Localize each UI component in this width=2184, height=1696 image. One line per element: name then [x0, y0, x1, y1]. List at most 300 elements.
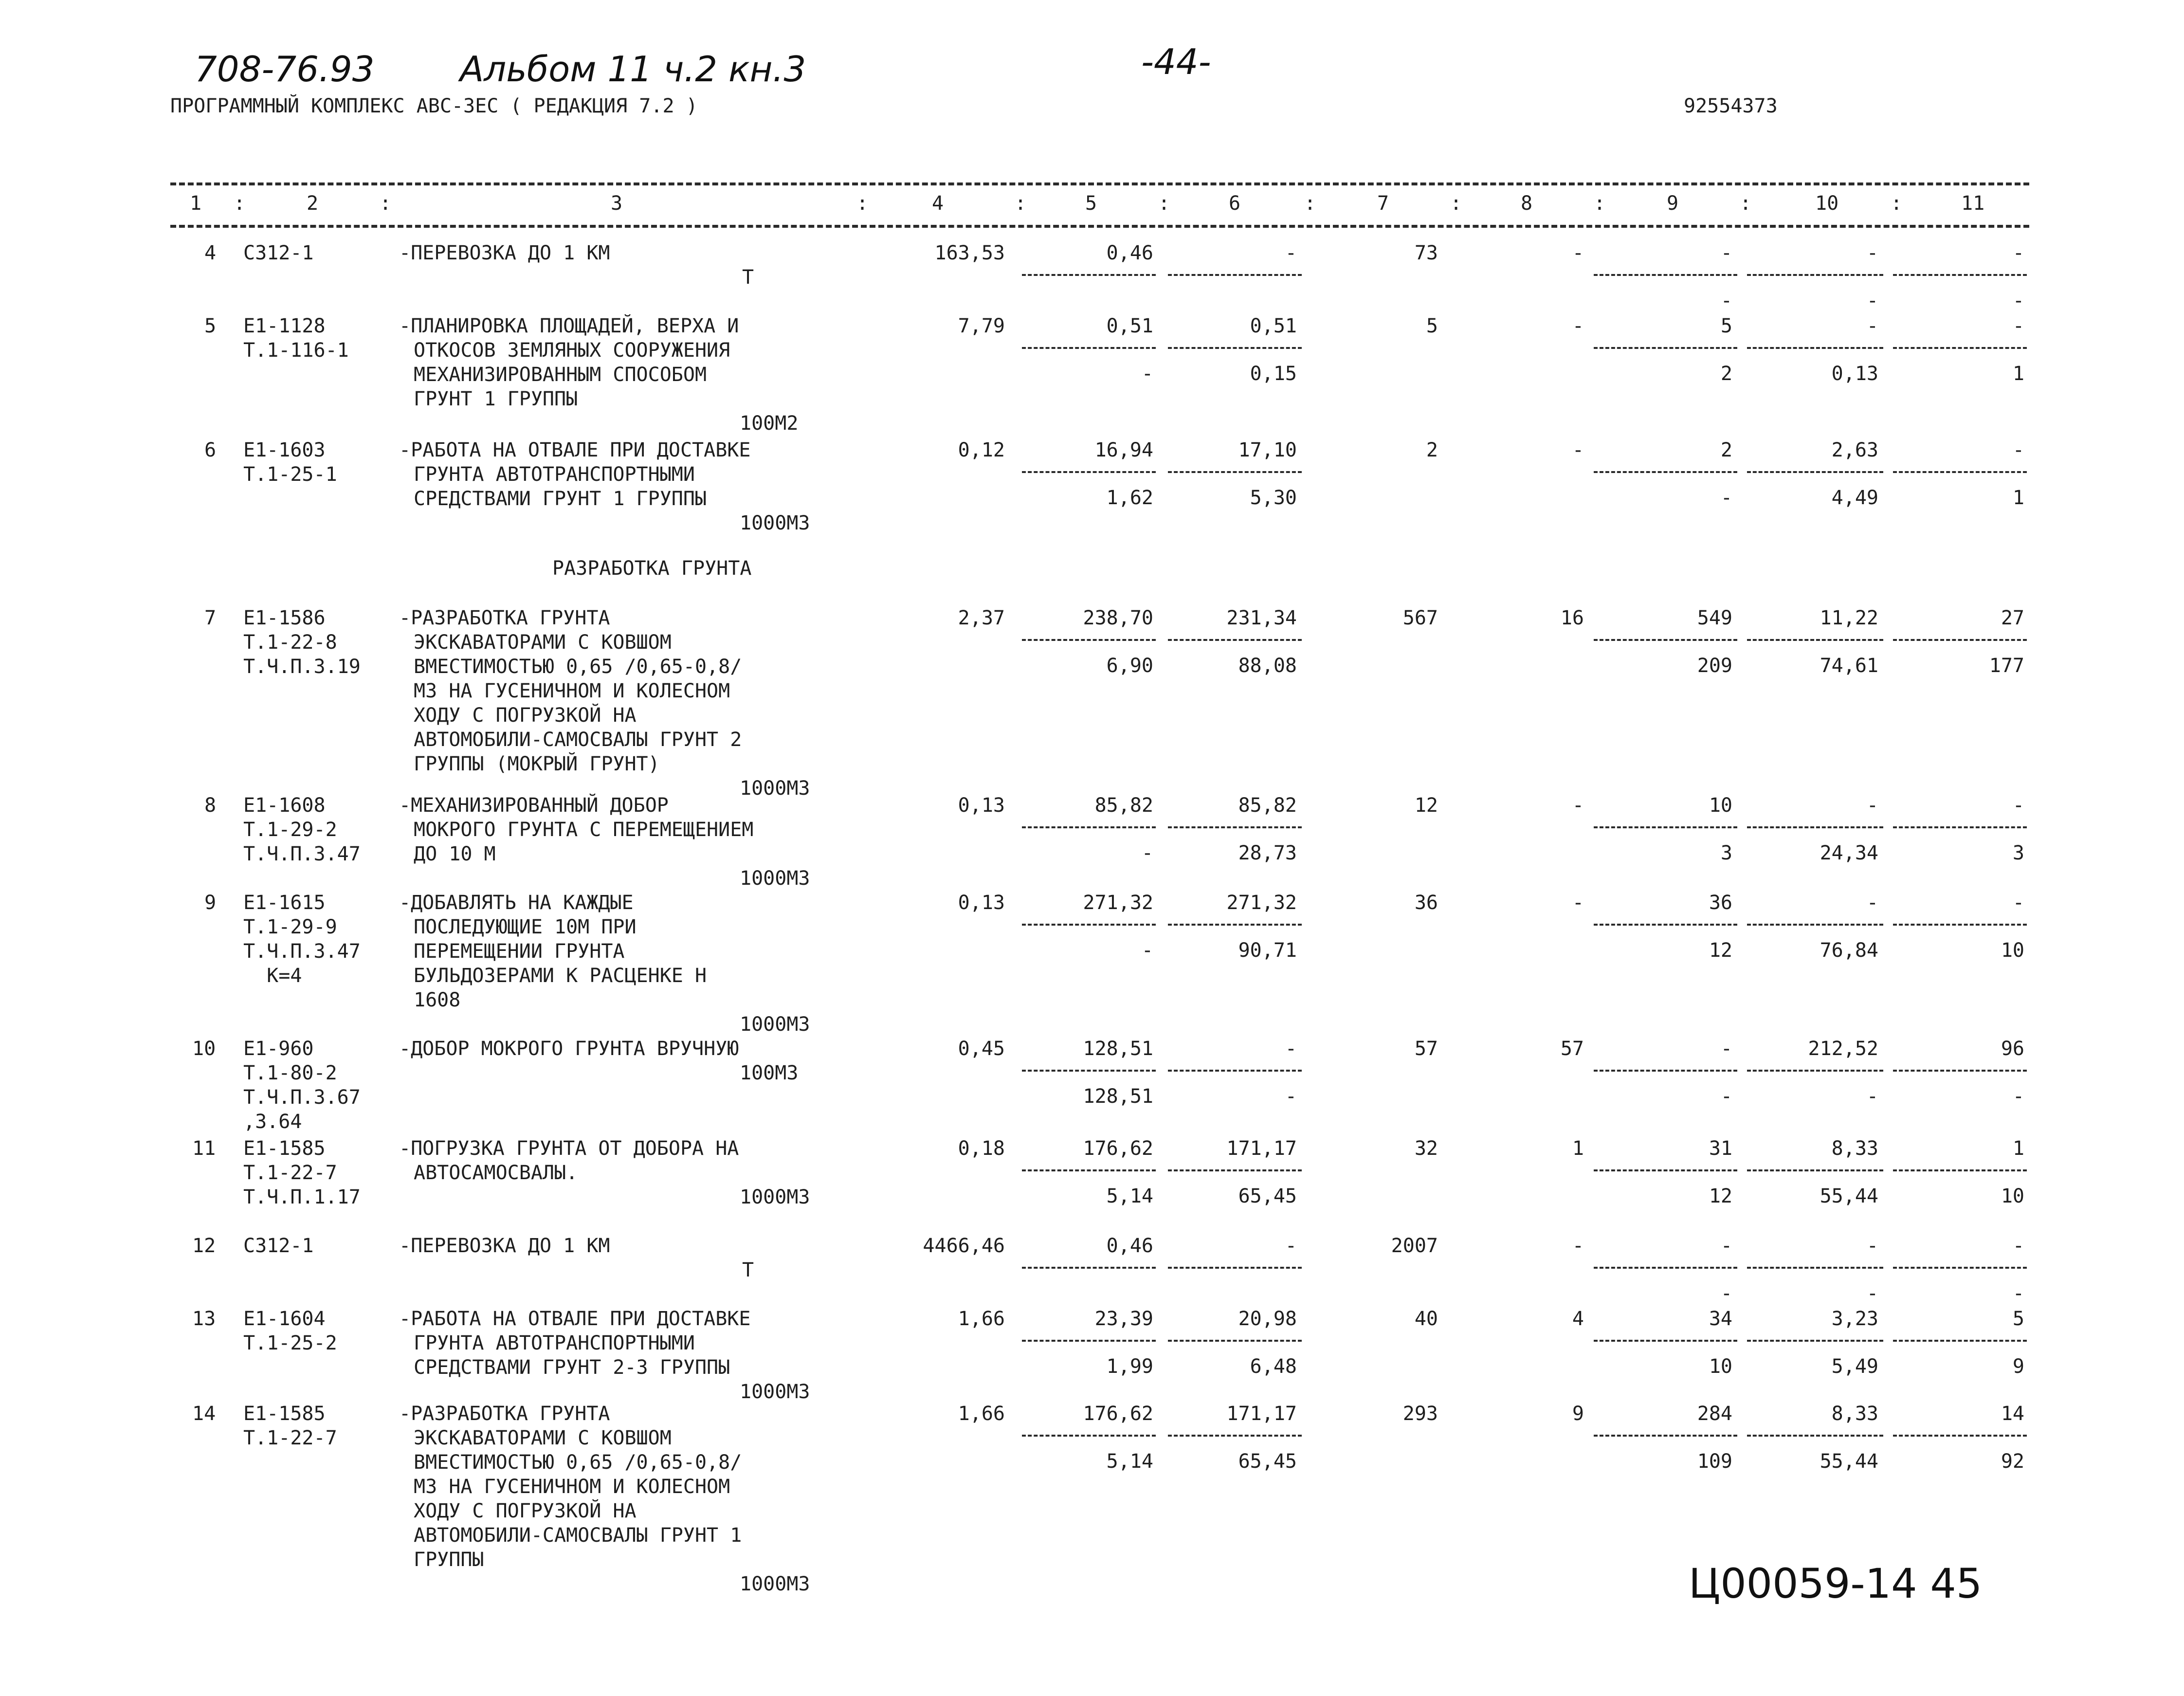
total-cost: 2 [1426, 439, 1438, 461]
column-separator: : [1158, 192, 1170, 215]
rate-code: Е1-1585 [243, 1137, 326, 1160]
quantity: 1,66 [958, 1308, 1005, 1330]
work-description: ПЕРЕМЕЩЕНИИ ГРУНТА [414, 940, 625, 963]
column-header-11: 11 [1961, 192, 1985, 215]
c6-lower: 0,15 [1250, 363, 1297, 385]
subtotal-divider [1022, 274, 1156, 276]
c5-lower: - [1141, 939, 1153, 962]
rate-code: К=4 [243, 965, 302, 987]
subtotal-divider [1168, 274, 1302, 276]
column-separator: : [1740, 192, 1752, 215]
c6-lower: 28,73 [1238, 842, 1297, 864]
unit: 1000М3 [740, 1381, 810, 1403]
c6-lower: - [1285, 1085, 1297, 1108]
unit: 100М3 [740, 1062, 799, 1084]
c9-upper: 284 [1697, 1403, 1732, 1425]
c9-upper: - [1720, 242, 1732, 264]
c6-lower: 65,45 [1238, 1450, 1297, 1473]
c9-upper: 31 [1709, 1137, 1732, 1160]
rate-code: Е1-1586 [243, 607, 326, 629]
unit: 1000М3 [740, 867, 810, 890]
c5-lower: - [1141, 842, 1153, 864]
subtotal-divider [1747, 471, 1883, 473]
total-cost: 293 [1402, 1403, 1438, 1425]
rate-code: С312-1 [243, 1235, 314, 1257]
c5-lower: - [1141, 363, 1153, 385]
subtotal-divider [1747, 826, 1883, 828]
subtotal-divider [1022, 471, 1156, 473]
subtotal-divider [1747, 1435, 1883, 1437]
column-separator: : [1015, 192, 1027, 215]
c6-upper: - [1285, 1038, 1297, 1060]
quantity: 0,13 [958, 794, 1005, 817]
rate-code: Е1-1608 [243, 794, 326, 817]
c10-lower: 4,49 [1831, 487, 1878, 509]
c9-lower: 2 [1720, 363, 1732, 385]
subtotal-divider [1022, 1169, 1156, 1171]
rate-code: Е1-960 [243, 1038, 314, 1060]
subtotal-divider [1168, 924, 1302, 926]
subtotal-divider [1594, 1435, 1737, 1437]
c5-lower: 5,14 [1106, 1185, 1153, 1207]
c5-lower: 6,90 [1106, 655, 1153, 677]
column-header-2: 2 [307, 192, 319, 215]
work-description: ГРУППЫ (МОКРЫЙ ГРУНТ) [414, 753, 660, 775]
c11-upper: 96 [2001, 1038, 2024, 1060]
c11-lower: 10 [2001, 1185, 2024, 1207]
c11-upper: - [2012, 315, 2024, 337]
subtotal-divider [1022, 1070, 1156, 1072]
subtotal-divider [1594, 924, 1737, 926]
unit: 1000М3 [740, 1573, 810, 1595]
subtotal-divider [1022, 1435, 1156, 1437]
wage-cost: 1 [1572, 1137, 1584, 1160]
rate-code: Т.1-116-1 [243, 339, 349, 362]
quantity: 0,13 [958, 892, 1005, 914]
rate-code: Т.1-22-8 [243, 631, 337, 654]
c9-upper: 5 [1720, 315, 1732, 337]
subtotal-divider [1594, 1169, 1737, 1171]
c6-upper: 171,17 [1226, 1403, 1297, 1425]
c6-upper: 0,51 [1250, 315, 1297, 337]
c9-lower: - [1720, 487, 1732, 509]
subtotal-divider [1168, 826, 1302, 828]
column-header-3: 3 [611, 192, 623, 215]
subtotal-divider [1168, 1169, 1302, 1171]
c6-upper: 171,17 [1226, 1137, 1297, 1160]
rate-code: Т.Ч.П.3.47 [243, 940, 361, 963]
c6-upper: 231,34 [1226, 607, 1297, 629]
unit: 100М2 [740, 412, 799, 435]
subtotal-divider [1022, 347, 1156, 349]
c5-upper: 16,94 [1094, 439, 1153, 461]
c5-upper: 271,32 [1083, 892, 1153, 914]
subtotal-divider [1747, 639, 1883, 641]
c11-upper: 1 [2012, 1137, 2024, 1160]
c5-upper: 0,46 [1106, 242, 1153, 264]
work-description: -МЕХАНИЗИРОВАННЫЙ ДОБОР [399, 794, 669, 817]
work-description: ЭКСКАВАТОРАМИ С КОВШОМ [414, 631, 672, 654]
c11-lower: 9 [2012, 1355, 2024, 1378]
subtotal-divider [1594, 347, 1737, 349]
subtotal-divider [1747, 274, 1883, 276]
subtotal-divider [1168, 639, 1302, 641]
c11-upper: - [2012, 439, 2024, 461]
column-header-4: 4 [932, 192, 944, 215]
c10-upper: - [1866, 242, 1878, 264]
header-rule-top [170, 182, 2029, 185]
quantity: 0,45 [958, 1038, 1005, 1060]
rate-code: Е1-1615 [243, 892, 326, 914]
subtotal-divider [1594, 826, 1737, 828]
subtotal-divider [1893, 274, 2027, 276]
handwritten-doc-code: 708-76.93 [195, 49, 375, 90]
subtotal-divider [1022, 1340, 1156, 1342]
c9-lower: 109 [1697, 1450, 1732, 1473]
c11-lower: 3 [2012, 842, 2024, 864]
unit: 1000М3 [740, 512, 810, 534]
subtotal-divider [1168, 1340, 1302, 1342]
c6-upper: 20,98 [1238, 1308, 1297, 1330]
work-description: -РАБОТА НА ОТВАЛЕ ПРИ ДОСТАВКЕ [399, 439, 751, 461]
c11-upper: - [2012, 892, 2024, 914]
work-description: ГРУППЫ [414, 1549, 484, 1571]
quantity: 7,79 [958, 315, 1005, 337]
subtotal-divider [1168, 1070, 1302, 1072]
c9-lower: 10 [1709, 1355, 1732, 1378]
wage-cost: - [1572, 439, 1584, 461]
wage-cost: 9 [1572, 1403, 1584, 1425]
c11-upper: 14 [2001, 1403, 2024, 1425]
c10-upper: - [1866, 794, 1878, 817]
c5-upper: 238,70 [1083, 607, 1153, 629]
work-description: -ПЕРЕВОЗКА ДО 1 КМ [399, 1235, 610, 1257]
wage-cost: - [1572, 892, 1584, 914]
subtotal-divider [1594, 1070, 1737, 1072]
c11-upper: - [2012, 1235, 2024, 1257]
column-separator: : [234, 192, 246, 215]
subtotal-divider [1747, 1070, 1883, 1072]
work-description: МЕХАНИЗИРОВАННЫМ СПОСОБОМ [414, 364, 707, 386]
rate-code: Т.1-25-1 [243, 463, 337, 486]
c10-upper: 8,33 [1831, 1137, 1878, 1160]
c11-lower: 177 [1989, 655, 2024, 677]
c5-upper: 176,62 [1083, 1137, 1153, 1160]
c10-upper: 8,33 [1831, 1403, 1878, 1425]
subtotal-divider [1022, 924, 1156, 926]
work-description: М3 НА ГУСЕНИЧНОМ И КОЛЕСНОМ [414, 680, 730, 702]
subtotal-divider [1893, 826, 2027, 828]
row-number: 13 [192, 1308, 216, 1330]
column-header-1: 1 [190, 192, 202, 215]
total-cost: 57 [1414, 1038, 1438, 1060]
rate-code: Е1-1603 [243, 439, 326, 461]
c10-lower: 55,44 [1820, 1185, 1878, 1207]
wage-cost: 4 [1572, 1308, 1584, 1330]
c11-upper: - [2012, 242, 2024, 264]
work-description: ОТКОСОВ ЗЕМЛЯНЫХ СООРУЖЕНИЯ [414, 339, 730, 362]
rate-code: Т.1-22-7 [243, 1427, 337, 1449]
c9-lower: 12 [1709, 1185, 1732, 1207]
c10-upper: 2,63 [1831, 439, 1878, 461]
c5-upper: 0,46 [1106, 1235, 1153, 1257]
c6-lower: 88,08 [1238, 655, 1297, 677]
rate-code: ,3.64 [243, 1111, 302, 1133]
subtotal-divider [1893, 471, 2027, 473]
subtotal-divider [1747, 1340, 1883, 1342]
work-description: АВТОМОБИЛИ-САМОСВАЛЫ ГРУНТ 1 [414, 1524, 742, 1547]
c6-upper: - [1285, 1235, 1297, 1257]
column-separator: : [856, 192, 869, 215]
c11-upper: 5 [2012, 1308, 2024, 1330]
total-cost: 12 [1414, 794, 1438, 817]
handwritten-page-number: -44- [1141, 41, 1211, 82]
c6-upper: 271,32 [1226, 892, 1297, 914]
c9-upper: - [1720, 1038, 1732, 1060]
subtotal-divider [1168, 471, 1302, 473]
c5-lower: 1,99 [1106, 1355, 1153, 1378]
subtotal-divider [1594, 1340, 1737, 1342]
column-separator: : [1891, 192, 1903, 215]
c10-lower: 24,34 [1820, 842, 1878, 864]
row-number: 6 [204, 439, 217, 461]
c11-lower: 92 [2001, 1450, 2024, 1473]
c10-lower: 0,13 [1831, 363, 1878, 385]
c9-upper: 10 [1709, 794, 1732, 817]
quantity: 0,18 [958, 1137, 1005, 1160]
unit: Т [742, 266, 754, 289]
work-description: ХОДУ С ПОГРУЗКОЙ НА [414, 1500, 637, 1522]
c9-lower: 209 [1697, 655, 1732, 677]
row-number: 5 [204, 315, 217, 337]
c10-lower: - [1866, 1282, 1878, 1305]
rate-code: Е1-1585 [243, 1403, 326, 1425]
subtotal-divider [1594, 1267, 1737, 1269]
row-number: 14 [192, 1403, 216, 1425]
subtotal-divider [1747, 924, 1883, 926]
work-description: -РАЗРАБОТКА ГРУНТА [399, 607, 610, 629]
c5-upper: 176,62 [1083, 1403, 1153, 1425]
work-description: СРЕДСТВАМИ ГРУНТ 1 ГРУППЫ [414, 488, 707, 510]
subtotal-divider [1594, 471, 1737, 473]
wage-cost: - [1572, 315, 1584, 337]
subtotal-divider [1022, 1267, 1156, 1269]
c11-upper: 27 [2001, 607, 2024, 629]
rate-code: Т.1-22-7 [243, 1162, 337, 1184]
subtotal-divider [1893, 347, 2027, 349]
rate-code: Т.Ч.П.1.17 [243, 1186, 361, 1208]
wage-cost: - [1572, 794, 1584, 817]
c10-upper: 11,22 [1820, 607, 1878, 629]
work-description: ПОСЛЕДУЮЩИЕ 10М ПРИ [414, 916, 637, 938]
c9-upper: 2 [1720, 439, 1732, 461]
subtotal-divider [1747, 1169, 1883, 1171]
subtotal-divider [1747, 1267, 1883, 1269]
work-description: -РАЗРАБОТКА ГРУНТА [399, 1403, 610, 1425]
work-description: ЭКСКАВАТОРАМИ С КОВШОМ [414, 1427, 672, 1449]
quantity: 4466,46 [923, 1235, 1005, 1257]
c9-lower: - [1720, 290, 1732, 312]
subtotal-divider [1022, 826, 1156, 828]
work-description: -ПЕРЕВОЗКА ДО 1 КМ [399, 242, 610, 264]
c9-upper: 549 [1697, 607, 1732, 629]
c9-lower: - [1720, 1085, 1732, 1108]
total-cost: 5 [1426, 315, 1438, 337]
quantity: 0,12 [958, 439, 1005, 461]
row-number: 4 [204, 242, 217, 264]
rate-code: Т.Ч.П.3.47 [243, 843, 361, 865]
c10-upper: - [1866, 315, 1878, 337]
quantity: 2,37 [958, 607, 1005, 629]
total-cost: 567 [1402, 607, 1438, 629]
rate-code: Е1-1604 [243, 1308, 326, 1330]
document-number: 92554373 [1684, 95, 1778, 117]
row-number: 7 [204, 607, 217, 629]
column-separator: : [1450, 192, 1462, 215]
c6-upper: 85,82 [1238, 794, 1297, 817]
handwritten-album: Альбом 11 ч.2 кн.3 [460, 49, 806, 90]
work-description: ХОДУ С ПОГРУЗКОЙ НА [414, 704, 637, 727]
work-description: -ПЛАНИРОВКА ПЛОЩАДЕЙ, ВЕРХА И [399, 315, 739, 337]
subtotal-divider [1893, 639, 2027, 641]
c10-upper: 212,52 [1808, 1038, 1878, 1060]
work-description: ДО 10 М [414, 843, 496, 865]
wage-cost: - [1572, 242, 1584, 264]
subtotal-divider [1747, 347, 1883, 349]
c11-lower: - [2012, 290, 2024, 312]
c10-upper: - [1866, 1235, 1878, 1257]
work-description: БУЛЬДОЗЕРАМИ К РАСЦЕНКЕ Н [414, 965, 707, 987]
c5-upper: 85,82 [1094, 794, 1153, 817]
subtotal-divider [1168, 1267, 1302, 1269]
c9-upper: 34 [1709, 1308, 1732, 1330]
program-title: ПРОГРАММНЫЙ КОМПЛЕКС АВС-3ЕС ( РЕДАКЦИЯ 7.2 ) [170, 95, 698, 117]
subtotal-divider [1594, 274, 1737, 276]
c6-lower: 6,48 [1250, 1355, 1297, 1378]
c10-lower: - [1866, 1085, 1878, 1108]
total-cost: 2007 [1391, 1235, 1438, 1257]
work-description: -ДОБОР МОКРОГО ГРУНТА ВРУЧНУЮ [399, 1038, 739, 1060]
c5-upper: 23,39 [1094, 1308, 1153, 1330]
work-description: ГРУНТА АВТОТРАНСПОРТНЫМИ [414, 463, 695, 486]
wage-cost: 57 [1560, 1038, 1584, 1060]
total-cost: 40 [1414, 1308, 1438, 1330]
c11-upper: - [2012, 794, 2024, 817]
rate-code: Т.Ч.П.3.19 [243, 656, 361, 678]
work-description: СРЕДСТВАМИ ГРУНТ 2-3 ГРУППЫ [414, 1356, 730, 1379]
c6-lower: 90,71 [1238, 939, 1297, 962]
c11-lower: 10 [2001, 939, 2024, 962]
c10-upper: 3,23 [1831, 1308, 1878, 1330]
subtotal-divider [1022, 639, 1156, 641]
row-number: 10 [192, 1038, 216, 1060]
subtotal-divider [1594, 639, 1737, 641]
row-number: 8 [204, 794, 217, 817]
row-number: 12 [192, 1235, 216, 1257]
c10-upper: - [1866, 892, 1878, 914]
c5-upper: 128,51 [1083, 1038, 1153, 1060]
column-separator: : [1304, 192, 1316, 215]
subtotal-divider [1893, 1435, 2027, 1437]
quantity: 1,66 [958, 1403, 1005, 1425]
total-cost: 32 [1414, 1137, 1438, 1160]
header-rule-bottom [170, 225, 2029, 228]
c5-lower: 128,51 [1083, 1085, 1153, 1108]
rate-code: Т.1-29-9 [243, 916, 337, 938]
work-description: ВМЕСТИМОСТЬЮ 0,65 /0,65-0,8/ [414, 656, 742, 678]
c11-lower: - [2012, 1282, 2024, 1305]
quantity: 163,53 [934, 242, 1005, 264]
c10-lower: 55,44 [1820, 1450, 1878, 1473]
c10-lower: 5,49 [1831, 1355, 1878, 1378]
rate-code: Т.1-80-2 [243, 1062, 337, 1084]
total-cost: 73 [1414, 242, 1438, 264]
c6-lower: 65,45 [1238, 1185, 1297, 1207]
column-header-9: 9 [1667, 192, 1679, 215]
work-description: АВТОМОБИЛИ-САМОСВАЛЫ ГРУНТ 2 [414, 729, 742, 751]
unit: Т [742, 1259, 754, 1281]
row-number: 9 [204, 892, 217, 914]
column-header-7: 7 [1377, 192, 1389, 215]
rate-code: С312-1 [243, 242, 314, 264]
wage-cost: - [1572, 1235, 1584, 1257]
work-description: АВТОСАМОСВАЛЫ. [414, 1162, 578, 1184]
work-description: 1608 [414, 989, 461, 1011]
section-title: РАЗРАБОТКА ГРУНТА [552, 557, 752, 580]
column-separator: : [1594, 192, 1606, 215]
work-description: -РАБОТА НА ОТВАЛЕ ПРИ ДОСТАВКЕ [399, 1308, 751, 1330]
work-description: ГРУНТ 1 ГРУППЫ [414, 388, 578, 410]
c5-upper: 0,51 [1106, 315, 1153, 337]
subtotal-divider [1893, 1169, 2027, 1171]
c11-lower: - [2012, 1085, 2024, 1108]
work-description: ГРУНТА АВТОТРАНСПОРТНЫМИ [414, 1332, 695, 1354]
column-header-8: 8 [1521, 192, 1533, 215]
column-header-10: 10 [1815, 192, 1839, 215]
column-header-6: 6 [1229, 192, 1241, 215]
unit: 1000М3 [740, 1013, 810, 1036]
subtotal-divider [1168, 1435, 1302, 1437]
unit: 1000М3 [740, 777, 810, 800]
subtotal-divider [1168, 347, 1302, 349]
c9-upper: 36 [1709, 892, 1732, 914]
column-separator: : [380, 192, 392, 215]
row-number: 11 [192, 1137, 216, 1160]
rate-code: Т.1-25-2 [243, 1332, 337, 1354]
c10-lower: 74,61 [1820, 655, 1878, 677]
rate-code: Т.Ч.П.3.67 [243, 1086, 361, 1109]
work-description: -ДОБАВЛЯТЬ НА КАЖДЫЕ [399, 892, 634, 914]
c9-lower: - [1720, 1282, 1732, 1305]
c9-upper: - [1720, 1235, 1732, 1257]
c9-lower: 3 [1720, 842, 1732, 864]
subtotal-divider [1893, 1340, 2027, 1342]
work-description: МОКРОГО ГРУНТА С ПЕРЕМЕЩЕНИЕМ [414, 819, 754, 841]
c10-lower: 76,84 [1820, 939, 1878, 962]
rate-code: Т.1-29-2 [243, 819, 337, 841]
c5-lower: 5,14 [1106, 1450, 1153, 1473]
wage-cost: 16 [1560, 607, 1584, 629]
c6-upper: 17,10 [1238, 439, 1297, 461]
c9-lower: 12 [1709, 939, 1732, 962]
c11-lower: 1 [2012, 363, 2024, 385]
rate-code: Е1-1128 [243, 315, 326, 337]
handwritten-footer-code: Ц00059-14 45 [1689, 1560, 1983, 1607]
c10-lower: - [1866, 290, 1878, 312]
subtotal-divider [1893, 1267, 2027, 1269]
total-cost: 36 [1414, 892, 1438, 914]
work-description: ВМЕСТИМОСТЬЮ 0,65 /0,65-0,8/ [414, 1451, 742, 1474]
